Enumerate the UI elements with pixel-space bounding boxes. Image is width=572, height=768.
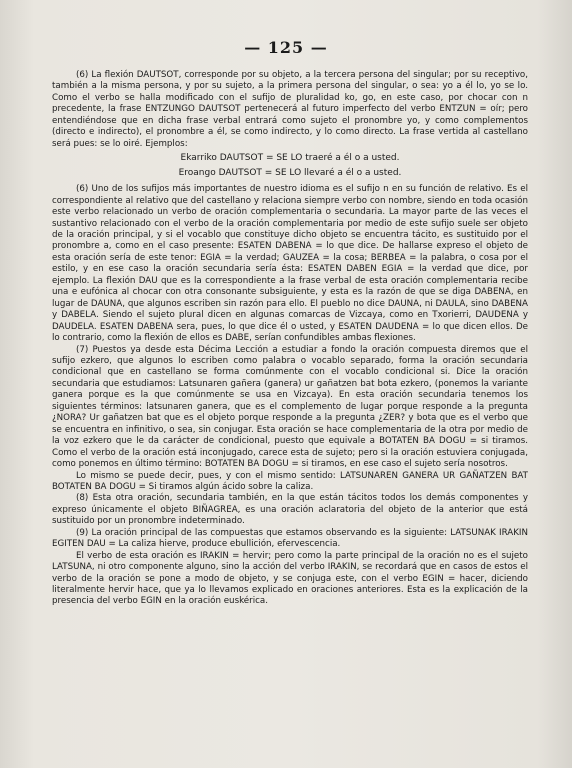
page-body <box>52 70 528 608</box>
example-2: Eroango DAUTSOT = SE LO llevaré a él o a usted. <box>178 168 402 179</box>
paragraph-6-dautsot: (6) La flexión DAUTSOT, corresponde por su objeto, a la tercera persona del singular; por su receptivo, también a la misma persona, y por su sujeto, a la primera persona del singular, o sea: yo a él lo, yo se lo. Como el verbo se halla modificado con el sufijo de pluralidad ko, go, en este caso, por chocar con n precedente, la frase ENTZUNGO DAUTSOT pertenecerá al futuro imperfecto del verbo ENTZUN = oír; pero entendiéndose que en dicha frase verbal entrará como sujeto el pronombre yo, y como complementos (directo e indirecto), el pronombre a él, se como indirecto, y lo como directo. La frase vertida al castellano será pues: se lo oiré. Ejemplos: <box>52 70 528 149</box>
paragraph-10-irakin: El verbo de esta oración es IRAKIN = hervir; pero como la parte principal de la oración no es el sujeto LATSUNA, ni otro componente alguno, sino la acción del verbo IRAKIN, se recordará que en casos de estos el verbo de la oración se pone a modo de objeto, y se conjuga este, con el verbo EGIN = hacer, diciendo literalmente hervir hace, que ya lo llevamos explicado en oraciones anteriores. Esta es la explicación de la presencia del verbo EGIN en la oración euskérica. <box>52 550 528 607</box>
paragraph-9-main-clause: (9) La oración principal de las compuestas que estamos observando es la siguiente: LATSUNAK IRAKIN EGITEN DAU = La caliza hierve, produce ebullición, efervescencia. <box>52 527 528 550</box>
page-number: — 125 — <box>244 38 328 57</box>
paragraph-7-continuation: Lo mismo se puede decir, pues, y con el mismo sentido: LATSUNAREN GANERA UR GAÑATZEN BAT BOTATEN BA DOGU = Si tiramos algún ácido sobre la caliza. <box>52 470 528 492</box>
paragraph-6-relative-suffix: (6) Uno de los sufijos más importantes de nuestro idioma es el sufijo n en su función de relativo. Es el correspondiente al relativo que del castellano y relaciona siempre verbo con nombre, siendo en toda ocasión este verbo relacionado un verbo de oración complementaria o secundaria. La mayor parte de las veces el sustantivo relacionado con el verbo de la oración complementaria por medio de este sufijo suele ser objeto de la oración principal, y si el vocablo que constituye dicho objeto se encuentra tácito, es sustituido por el pronombre a, como en el caso presente: ESATEN DABENA = lo que dice. De hallarse expreso el objeto de esta oración sería de este tenor: EGIA = la verdad; GAUZEA = la cosa; BERBEA = la palabra, o cosa por el estilo, y en ese caso la oración secundaria sería ésta: ESATEN DABEN EGIA = la verdad que dice, por ejemplo. La flexión DAU que es la correspondiente a la frase verbal de esta oración complementaria recibe una e eufónica al chocar con otra consonante subsiguiente, y esta es la razón de que se diga DABENA, en lugar de DAUNA, que algunos escriben sin razón para ello. El pueblo no dice DAUNA, ni DAULA, sino DABENA y DABELA. Siendo el sujeto plural dicen en algunas comarcas de Vizcaya, como en Txorierri, DAUDENA y DAUDELA. ESATEN DABENA sera, pues, lo que dice él o usted, y ESATEN DAUDENA = lo que dicen ellos. De lo contrario, como la flexión de ellos es DABE, serían confundibles ambas flexiones. <box>52 184 528 344</box>
paragraph-8-binagrea: (8) Esta otra oración, secundaria también, en la que están tácitos todos los demás componentes y expreso únicamente el objeto BIÑAGREA, es una oración aclaratoria del objeto de la anterior que está sustituido por un pronombre indeterminado. <box>52 493 528 527</box>
example-1: Ekarriko DAUTSOT = SE LO traeré a él o a usted. <box>180 153 400 164</box>
paragraph-7-ezkero: (7) Puestos ya desde esta Décima Lección a estudiar a fondo la oración compuesta diremos que el sufijo ezkero, que algunos lo escriben como palabra o vocablo separado, forma la oración secundaria condicional que en castellano se forma comúnmente con el vocablo condicional si. Dice la oración secundaria que estudiamos: Latsunaren gañera (ganera) ur gañatzen bat bota ezkero, (ponemos la variante ganera porque es la que comúnmente se usa en Vizcaya). En esta oración secundaria tenemos los siguientes términos: latsunaren ganera, que es el complemento de lugar porque responde a la pregunta ¿NORA? Ur gañatzen bat que es el objeto porque responde a la pregunta ¿ZER? y bota que es el verbo que se encuentra en infinitivo, o sea, sin conjugar. Esta oración se hace complementaria de la otra por medio de la voz ezkero que le da carácter de condicional, puesto que equivale a BOTATEN BA DOGU = si tiramos. Como el verbo de la oración está inconjugado, carece esta de sujeto; pero si la oración estuviera conjugada, como ponemos en último término: BOTATEN BA DOGU = si tiramos, en ese caso el sujeto sería nosotros. <box>52 344 528 470</box>
